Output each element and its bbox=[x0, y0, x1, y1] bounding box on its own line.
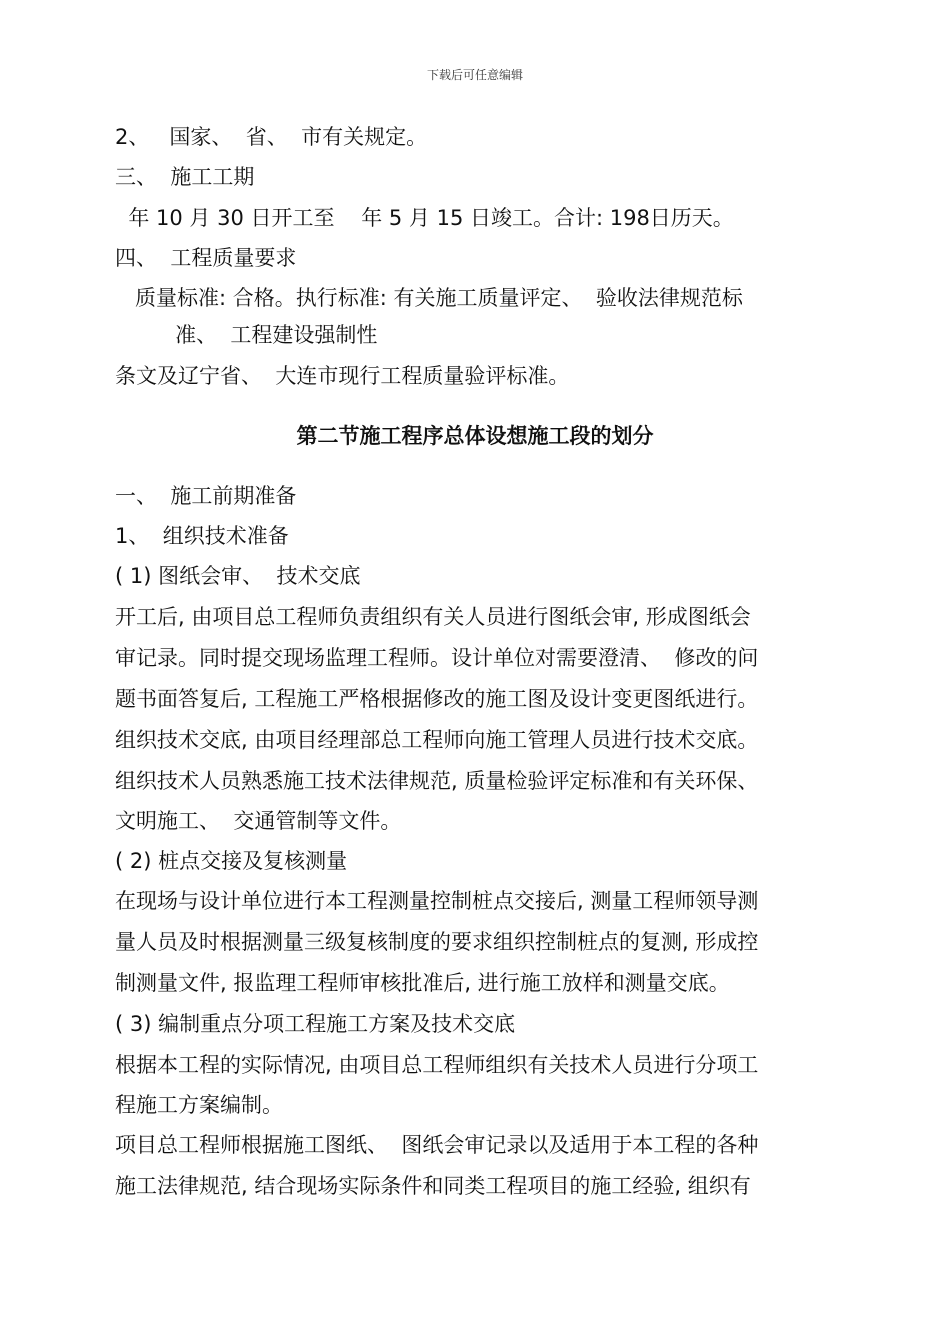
text-line: 准、 工程建设强制性 bbox=[115, 323, 378, 347]
text-line: 文明施工、 交通管制等文件。 bbox=[115, 809, 402, 833]
text-line: ( 2) 桩点交接及复核测量 bbox=[115, 849, 348, 873]
text-line: 2、 国家、 省、 市有关规定。 bbox=[115, 125, 428, 149]
section-title: 第二节施工程序总体设想施工段的划分 bbox=[296, 424, 654, 448]
text-line: 题书面答复后, 工程施工严格根据修改的施工图及设计变更图纸进行。 bbox=[115, 687, 759, 711]
text-line: 质量标准: 合格。执行标准: 有关施工质量评定、 验收法律规范标 bbox=[115, 286, 743, 310]
text-line: 组织技术人员熟悉施工技术法律规范, 质量检验评定标准和有关环保、 bbox=[115, 769, 759, 793]
text-line: 四、 工程质量要求 bbox=[115, 246, 297, 270]
text-line: 程施工方案编制。 bbox=[115, 1093, 283, 1117]
text-line: 在现场与设计单位进行本工程测量控制桩点交接后, 测量工程师领导测 bbox=[115, 889, 759, 913]
text-line: 量人员及时根据测量三级复核制度的要求组织控制桩点的复测, 形成控 bbox=[115, 930, 759, 954]
text-line: 根据本工程的实际情况, 由项目总工程师组织有关技术人员进行分项工 bbox=[115, 1053, 759, 1077]
text-line: 三、 施工工期 bbox=[115, 165, 255, 189]
page-header-note: 下载后可任意编辑 bbox=[426, 68, 523, 82]
text-line: 一、 施工前期准备 bbox=[115, 484, 297, 508]
text-line: ( 1) 图纸会审、 技术交底 bbox=[115, 564, 361, 588]
text-line: 审记录。同时提交现场监理工程师。设计单位对需要澄清、 修改的问 bbox=[115, 646, 759, 670]
text-line: 组织技术交底, 由项目经理部总工程师向施工管理人员进行技术交底。 bbox=[115, 728, 759, 752]
text-line: 施工法律规范, 结合现场实际条件和同类工程项目的施工经验, 组织有 bbox=[115, 1174, 751, 1198]
text-line: ( 3) 编制重点分项工程施工方案及技术交底 bbox=[115, 1012, 516, 1036]
text-line: 1、 组织技术准备 bbox=[115, 524, 289, 548]
text-line: 制测量文件, 报监理工程师审核批准后, 进行施工放样和测量交底。 bbox=[115, 971, 730, 995]
text-line: 年 10 月 30 日开工至 年 5 月 15 日竣工。合计: 198日历天。 bbox=[115, 206, 734, 230]
text-line: 条文及辽宁省、 大连市现行工程质量验评标准。 bbox=[115, 364, 570, 388]
text-line: 项目总工程师根据施工图纸、 图纸会审记录以及适用于本工程的各种 bbox=[115, 1133, 759, 1157]
text-line: 开工后, 由项目总工程师负责组织有关人员进行图纸会审, 形成图纸会 bbox=[115, 605, 751, 629]
